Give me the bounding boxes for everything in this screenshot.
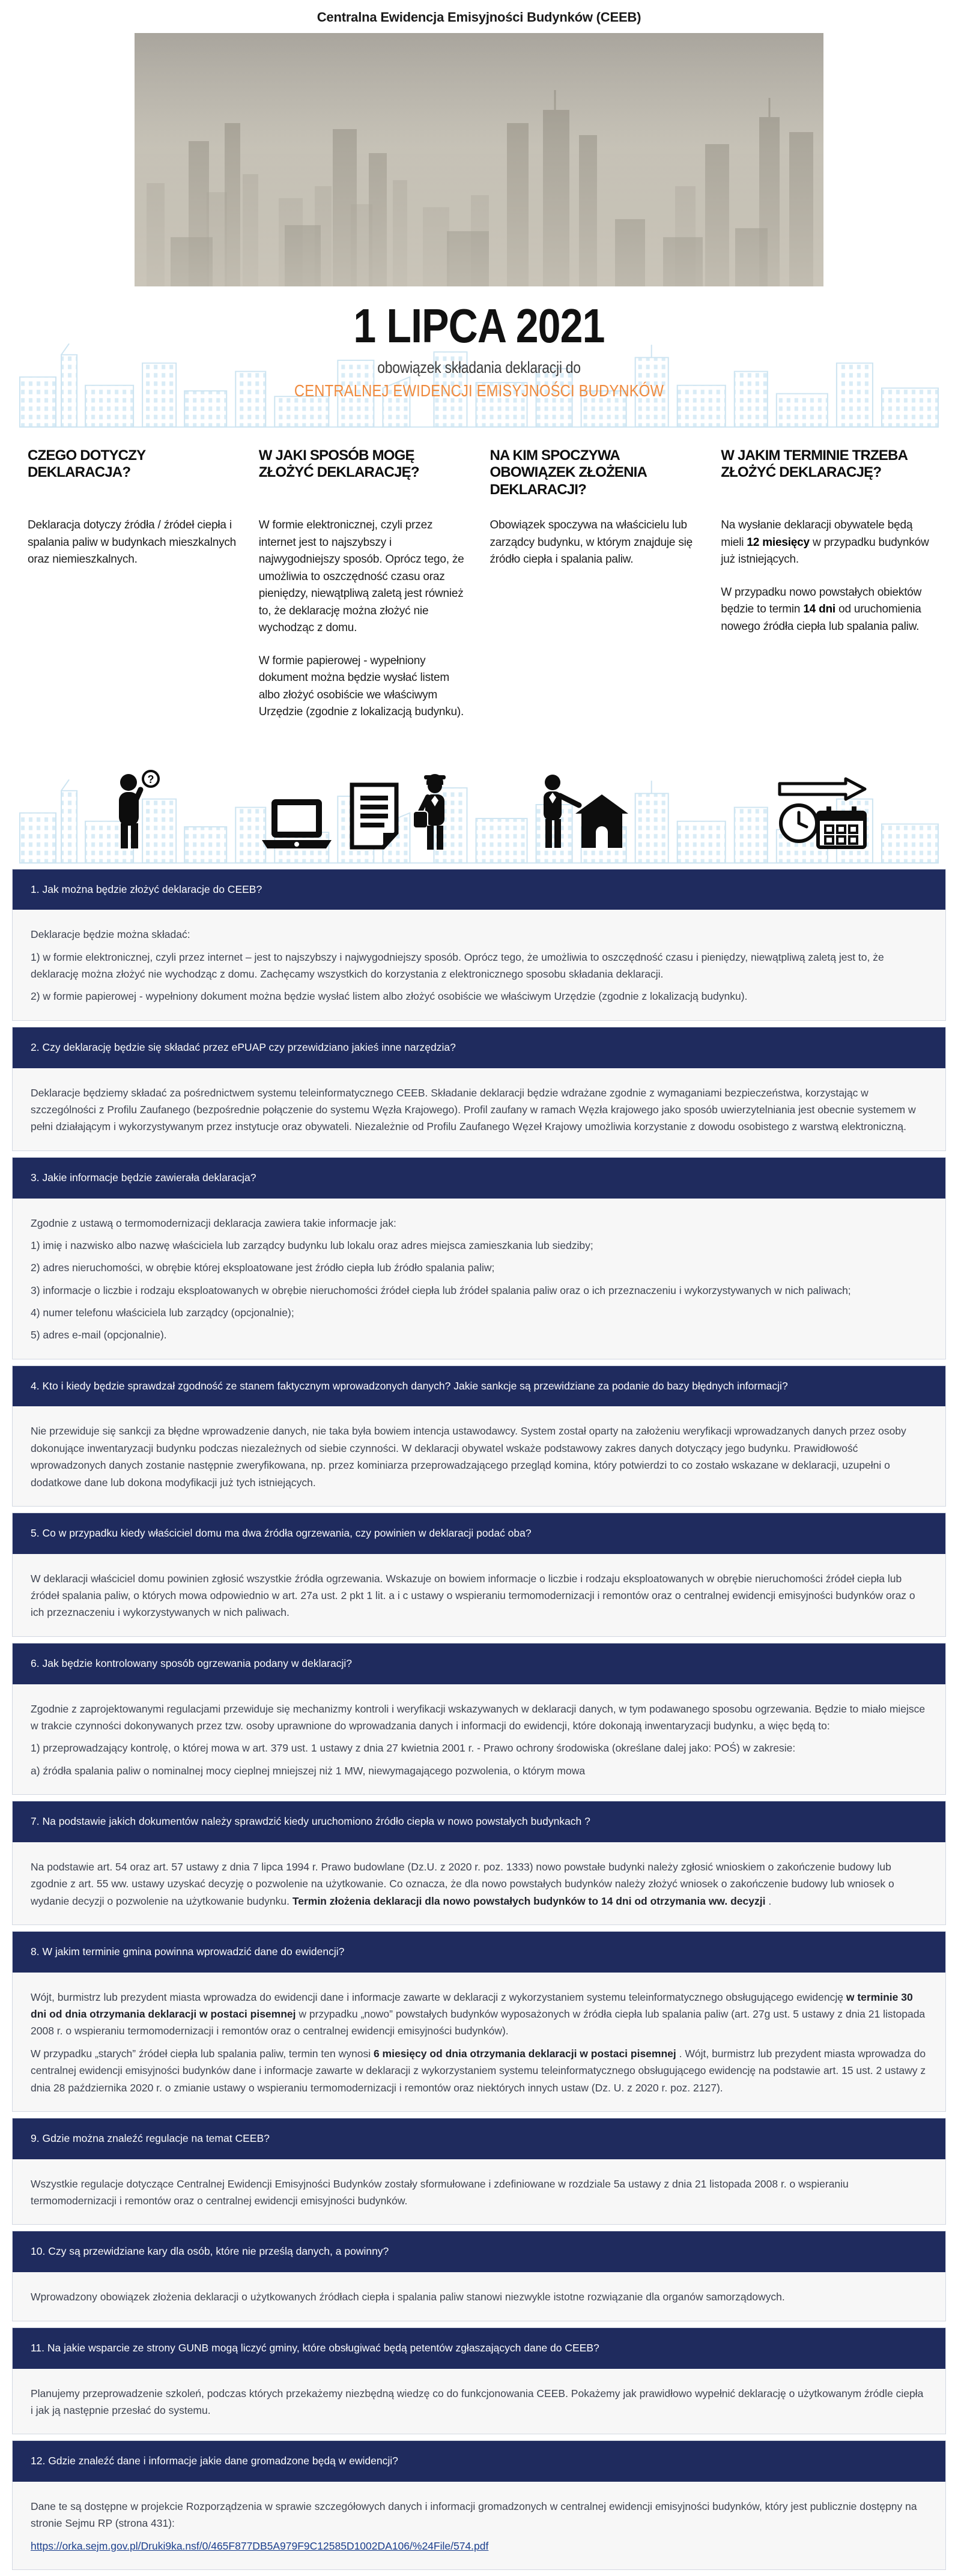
icons-band — [19, 740, 939, 864]
faq-answer-paragraph: 3) informacje o liczbie i rodzaju eksploatowanych w obrębie nieruchomości źródeł ciepła lub źródeł spalania paliw oraz o ich przeznaczeniu i wykorzystywanych w nich paliwach; — [31, 1284, 851, 1296]
info-column-4 — [721, 447, 930, 737]
faq-answer — [13, 1554, 945, 1636]
faq-answer-paragraph: Planujemy przeprowadzenie szkoleń, podczas których przekażemy niezbędną wiedzę co do funkcjonowania CEEB. Pokażemy jak prawidłowo wypełnić deklarację o użytkowanym źródle ciepła i jak ją następnie przesłać do systemu. — [31, 2387, 924, 2416]
deadline-calendar-icon — [775, 773, 870, 850]
faq-answer-paragraph: 1) przeprowadzający kontrolę, o której mowa w art. 379 ust. 1 ustawy z dnia 27 kwietnia 2001 r. - Prawo ochrony środowiska (określane dalej jako: POŚ) w zakresie: — [31, 1742, 796, 1755]
faq-item-4 — [12, 1365, 946, 1507]
laptop-icon — [258, 798, 335, 850]
faq-answer-paragraph: 2) adres nieruchomości, w obrębie której eksploatowane jest źródło ciepła lub źródło spalania paliw; — [31, 1262, 495, 1274]
column-paragraph: Na wysłanie deklaracji obywatele będą mieli 12 miesięcy w przypadku budynków już istniejących. — [721, 519, 929, 566]
faq-item-8 — [12, 1931, 946, 2112]
faq-answer-paragraph: 2) w formie papierowej - wypełniony dokument można będzie wysłać listem albo złożyć osobiście we właściwym Urzędzie (zgodnie z lokalizacją budynku). — [31, 990, 748, 1003]
faq-answer-paragraph: Wprowadzony obowiązek złożenia deklaracji o użytkowanych źródłach ciepła i spalania paliw stanowi niezwykle istotne rozwiązanie dla organów samorządowych. — [31, 2291, 785, 2303]
faq-question-bar: 6. Jak będzie kontrolowany sposób ogrzewania podany w deklaracji? — [13, 1643, 945, 1684]
faq-list — [0, 864, 958, 2571]
faq-answer — [13, 1406, 945, 1505]
faq-item-10 — [12, 2231, 946, 2321]
faq-answer — [13, 1684, 945, 1794]
faq-question-bar: 1. Jak można będzie złożyć deklaracje do CEEB? — [13, 869, 945, 910]
document-icon — [348, 782, 400, 850]
faq-answer-paragraph: Zgodnie z zaprojektowanymi regulacjami przewiduje się mechanizmy kontroli i weryfikacji wskazywanych w deklaracji danych, w tym podawanego sposobu ogrzewania. Będzie to miało miejsce w trakcie czynności dokonywanych przez tzw. osoby uprawnione do wprowadzania danych i informacji do ewidencji, które dokonają inwentaryzacji budynku, a więc będą to: — [31, 1702, 926, 1732]
postman-icon — [411, 770, 461, 850]
date-text-block — [88, 286, 870, 401]
faq-answer-paragraph: 5) adres e-mail (opcjonalnie). — [31, 1329, 167, 1341]
faq-item-5 — [12, 1513, 946, 1637]
faq-question-bar: 3. Jakie informacje będzie zawierała deklaracja? — [13, 1158, 945, 1199]
page-title: Centralna Ewidencja Emisyjności Budynków (CEEB) — [317, 10, 641, 25]
faq-answer — [13, 2272, 945, 2320]
date-banner — [19, 286, 939, 431]
faq-answer-paragraph: W przypadku „starych” źródeł ciepła lub spalania paliw, termin ten wynosi 6 miesięcy od dnia otrzymania deklaracji w postaci pisemnej . Wójt, burmistrz lub prezydent miasta wprowadza do centralnej ewidencji emisyjności budynków dane i informacje zawarte w deklaracji z wykorzystaniem systemu teleinformatycznego obsługującego ewidencję na podstawie art. 15 ust. 2 ustawy z dnia 28 października 2020 r. o zmianie ustawy o wspieraniu termomodernizacji i remontów oraz niektórych innych ustaw (Dz. U. z 2020 r. poz. 2127). — [31, 2047, 926, 2094]
faq-answer — [13, 1068, 945, 1150]
faq-answer — [13, 1199, 945, 1359]
faq-answer-paragraph: Wójt, burmistrz lub prezydent miasta wprowadza do ewidencji dane i informacje zawarte w deklaracji z wykorzystaniem systemu teleinformatycznego obsługującego ewidencję w terminie 30 dni od dnia otrzymania deklaracji w postaci pisemnej w przypadku „nowo” powstałych budynków wyposażonych w źródła ciepła lub spalania paliw (art. 27g ust. 5 ustawy z dnia 21 listopada 2008 r. o wspieraniu termomodernizacji i remontów oraz o centralnej ewidencji emisyjności budynków). — [31, 1991, 926, 2037]
faq-item-3 — [12, 1157, 946, 1359]
faq-answer — [13, 2369, 945, 2434]
thinking-person-icon — [105, 769, 163, 850]
faq-answer — [13, 1842, 945, 1924]
faq-answer — [13, 2482, 945, 2569]
faq-question-bar: 11. Na jakie wsparcie ze strony GUNB mogą liczyć gminy, które obsługiwać będą petentów zgłaszających dane do CEEB? — [13, 2328, 945, 2369]
faq-question-bar: 9. Gdzie można znaleźć regulacje na temat CEEB? — [13, 2118, 945, 2159]
info-column-1 — [28, 447, 237, 737]
city-smog-photo — [135, 33, 823, 286]
faq-item-11 — [12, 2327, 946, 2435]
faq-question-bar: 4. Kto i kiedy będzie sprawdzał zgodność ze stanem faktycznym wprowadzonych danych? Jakie sankcje są przewidziane za podanie do bazy błędnych informacji? — [13, 1366, 945, 1407]
faq-answer-paragraph: Deklaracje będziemy składać za pośrednictwem systemu teleinformatycznego CEEB. Składanie deklaracji będzie wdrażane zgodnie z wymaganiami bezpieczeństwa, korzystając w szczególności z Profilu Zaufanego (bezpośrednie połączenie do systemu Węzła Krajowego). Profil zaufany w ramach Węzła krajowego jako sposób uwierzytelniania jest obecnie systemem w pełni działającym i wykorzystywanym przez instytucje oraz obywateli. Niezależnie od Profilu Zaufanego Węzeł Krajowy umożliwia korzystanie z dowodu osobistego z warstwą elektroniczną. — [31, 1086, 916, 1133]
svg-text:?: ? — [147, 773, 154, 785]
owner-house-icon — [535, 774, 631, 850]
column-paragraph: Obowiązek spoczywa na właścicielu lub zarządcy budynku, w którym znajduje się źródło ciepła i spalania paliw. — [490, 519, 693, 566]
faq-link-paragraph — [31, 2538, 927, 2554]
faq-question-bar: 5. Co w przypadku kiedy właściciel domu ma dwa źródła ogrzewania, czy powinien w deklaracji podać oba? — [13, 1513, 945, 1554]
faq-answer-paragraph: Nie przewiduje się sankcji za błędne wprowadzenie danych, nie taka była bowiem intencja ustawodawcy. System został oparty na założeniu weryfikacji wprowadzanych danych przez osoby dokonujące inwentaryzacji budynku podczas niezależnych od siebie czynności. W deklaracji obywatel wskaże podstawowy zakres danych dotyczący jego budynku. Prawidłowość wprowadzonych danych zostanie następnie zweryfikowana, np. przez kominiarza przeprowadzającego przegląd komina, który potwierdzi to co zostało wskazane w deklaracji, uzupełni o dodatkowe dane lub dokona modyfikacji już tych istniejących. — [31, 1425, 906, 1489]
faq-answer — [13, 910, 945, 1020]
column-paragraph: W formie papierowej - wypełniony dokument można będzie wysłać listem albo złożyć osobiście we właściwym Urzędzie (zgodnie z lokalizacją budynku). — [258, 654, 464, 718]
faq-answer-paragraph: 4) numer telefonu właściciela lub zarządcy (opcjonalnie); — [31, 1306, 294, 1319]
column-heading: W JAKIM TERMINIE TRZEBA ZŁOŻYĆ DEKLARACJĘ? — [721, 447, 908, 481]
faq-answer-paragraph: Zgodnie z ustawą o termomodernizacji deklaracja zawiera takie informacje jak: — [31, 1217, 396, 1229]
deadline-subtitle: obowiązek składania deklaracji do — [377, 358, 581, 376]
faq-answer-paragraph: 1) imię i nazwisko albo nazwę właściciela lub zarządcy budynku lub lokalu oraz adres miejsca zamieszkania lub siedziby; — [31, 1239, 593, 1251]
info-columns — [0, 431, 958, 740]
faq-question-bar: 12. Gdzie znaleźć dane i informacje jakie dane gromadzone będą w ewidencji? — [13, 2441, 945, 2482]
faq-item-7 — [12, 1801, 946, 1925]
faq-answer-paragraph: Dane te są dostępne w projekcie Rozporządzenia w sprawie szczegółowych danych i informacji gromadzonych w centralnej ewidencji emisyjności budynków, który jest publicznie dostępny na stronie Sejmu RP (strona 431): — [31, 2500, 917, 2530]
ceeb-name-highlight: CENTRALNEJ EWIDENCJI EMISYJNOŚCI BUDYNKÓW — [294, 381, 664, 400]
info-column-3 — [490, 447, 700, 737]
faq-question-bar: 8. W jakim terminie gmina powinna wprowadzić dane do ewidencji? — [13, 1932, 945, 1973]
deadline-date: 1 LIPCA 2021 — [353, 299, 605, 352]
faq-question-bar: 7. Na podstawie jakich dokumentów należy sprawdzić kiedy uruchomiono źródło ciepła w nowo powstałych budynkach ? — [13, 1801, 945, 1842]
sejm-document-link[interactable]: https://orka.sejm.gov.pl/Druki9ka.nsf/0/465F877DB5A979F9C12585D1002DA106/%24File/574.pdf — [31, 2539, 489, 2552]
column-heading: NA KIM SPOCZYWA OBOWIĄZEK ZŁOŻENIA DEKLARACJI? — [490, 447, 647, 498]
faq-item-6 — [12, 1643, 946, 1795]
faq-item-1 — [12, 869, 946, 1021]
faq-item-12 — [12, 2440, 946, 2570]
column-heading: W JAKI SPOSÓB MOGĘ ZŁOŻYĆ DEKLARACJĘ? — [258, 447, 419, 481]
faq-item-9 — [12, 2118, 946, 2225]
column-heading: CZEGO DOTYCZY DEKLARACJA? — [28, 447, 145, 481]
faq-question-bar: 2. Czy deklarację będzie się składać przez ePUAP czy przewidziano jakieś inne narzędzia? — [13, 1027, 945, 1068]
faq-answer-paragraph: 1) w formie elektronicznej, czyli przez internet – jest to najszybszy i najwygodniejszy sposób. Oprócz tego, że umożliwia to oszczędność czasu i pieniędzy, niewątpliwą zaletą jest to, że deklarację można złożyć nie wychodząc z domu. Zachęcamy wszystkich do korzystania z elektronicznego sposobu składania deklaracji. — [31, 951, 884, 981]
faq-answer-paragraph: Na podstawie art. 54 oraz art. 57 ustawy z dnia 7 lipca 1994 r. Prawo budowlane (Dz.U. z 2020 r. poz. 1333) nowo powstałe budynki należy zgłosić wnioskiem o zakończenie budowy lub zgodnie z art. 55 ww. ustawy uzyskać decyzję o pozwolenie na użytkowanie. Co oznacza, że dla nowo powstałych budynków należy złożyć wniosek o zakończenie budowy lub wniosek o wydanie decyzji o pozwolenie na użytkowanie budynku. Termin złożenia deklaracji dla nowo powstałych budynków to 14 dni od otrzymania ww. decyzji . — [31, 1860, 894, 1907]
column-paragraph: W formie elektronicznej, czyli przez internet jest to najszybszy i najwygodniejszy sposób. Oprócz tego, że umożliwia to oszczędność czasu oraz pieniędzy, niewątpliwą zaletą jest również to, że deklarację można złożyć nie wychodząc z domu. — [258, 519, 464, 634]
faq-answer-paragraph: W deklaracji właściciel domu powinien zgłosić wszystkie źródła ogrzewania. Wskazuje on bowiem informacje o liczbie i rodzaju eksploatowanych w obrębie nieruchomości źródeł ciepła lub źródeł spalania paliw, o których mowa odpowiednio w art. 27a ust. 2 pkt 1 lit. a i c ustawy o wspieraniu termomodernizacji i remontów oraz o centralnej ewidencji emisyjności budynków oraz o ich przeznaczeniu i wykorzystywanych w nich paliwach. — [31, 1572, 915, 1619]
info-column-2 — [259, 447, 468, 737]
faq-answer-paragraph: Wszystkie regulacje dotyczące Centralnej Ewidencji Emisyjności Budynków zostały sformułowane i zdefiniowane w rozdziale 5a ustawy z dnia 21 listopada 2008 r. o wspieraniu termomodernizacji i remontów oraz o centralnej ewidencji emisyjności budynków. — [31, 2177, 849, 2207]
faq-answer — [13, 2159, 945, 2225]
faq-answer-paragraph: a) źródła spalania paliw o nominalnej mocy cieplnej mniejszej niż 1 MW, niewymagającego pozwolenia, o którym mowa — [31, 1764, 586, 1777]
column-paragraph: Deklaracja dotyczy źródła / źródeł ciepła i spalania paliw w budynkach mieszkalnych oraz niemieszkalnych. — [28, 519, 237, 566]
faq-item-2 — [12, 1027, 946, 1151]
faq-answer-paragraph: Deklaracje będzie można składać: — [31, 928, 190, 941]
faq-answer — [13, 1973, 945, 2111]
smog-skyline-art — [135, 33, 823, 286]
faq-question-bar: 10. Czy są przewidziane kary dla osób, które nie prześlą danych, a powinny? — [13, 2231, 945, 2272]
column-paragraph: W przypadku nowo powstałych obiektów będzie to termin 14 dni od uruchomienia nowego źródła ciepła lub spalania paliw. — [721, 585, 922, 633]
